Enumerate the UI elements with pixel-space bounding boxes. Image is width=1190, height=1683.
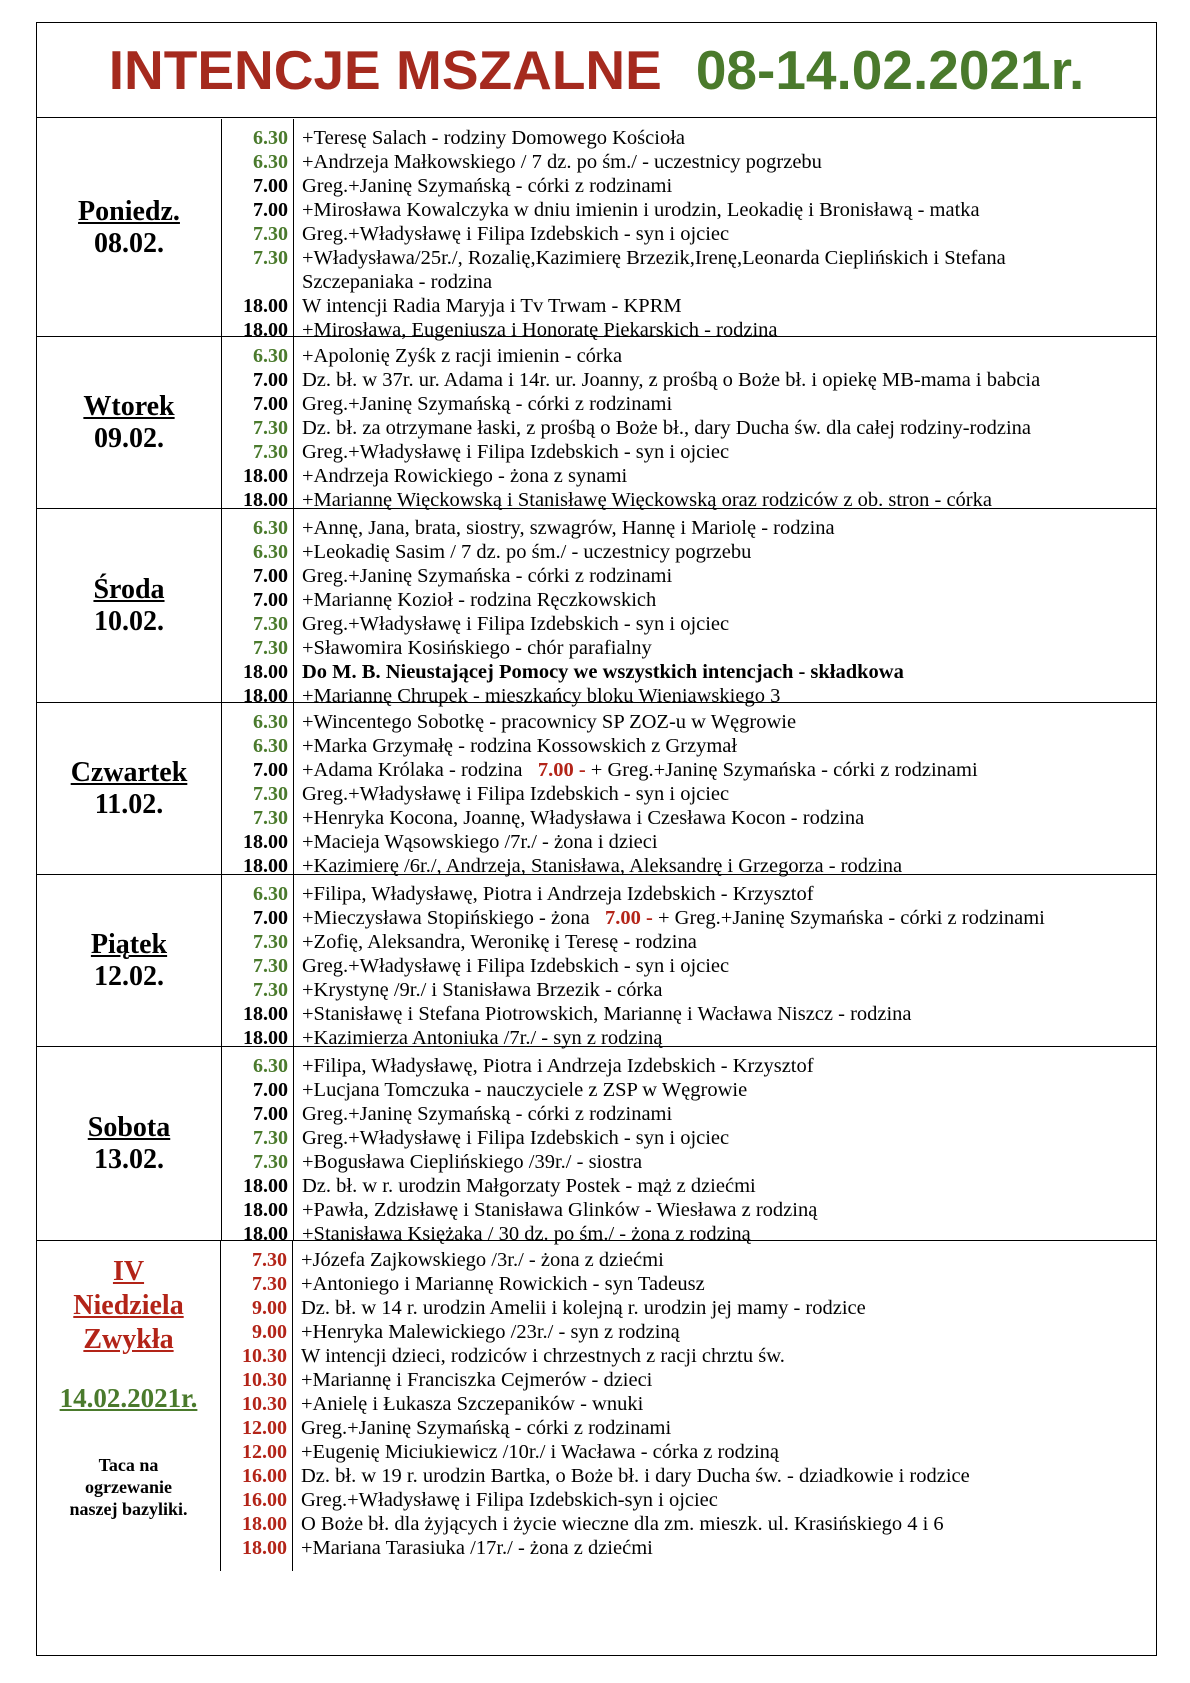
intentions-column (293, 1241, 1156, 1571)
intention-text (302, 344, 1156, 368)
intention-text: Dz. bł. w 14 r. urodzin Amelii i kolejną r. urodzin jej mamy - rodzice (301, 1297, 866, 1319)
intention-text (302, 198, 1156, 222)
intention-main: +Zofię, Aleksandra, Weronikę i Teresę - rodzina (302, 931, 697, 953)
intention-text: +Henryka Malewickiego /23r./ - syn z rodziną (301, 1321, 680, 1343)
intention-text (302, 516, 1156, 540)
intention-text (302, 222, 1156, 246)
mass-time: 18.00 (243, 1199, 288, 1221)
intention-main: Dz. bł. w 37r. ur. Adama i 14r. ur. Joanny, z prośbą o Boże bł. i opiekę MB-mama i babcia (302, 369, 1041, 391)
intention-text (302, 660, 1156, 684)
intention-text: +Anielę i Łukasza Szczepaników - wnuki (301, 1393, 644, 1415)
intention-main: +Mariannę Chrupek - mieszkańcy bloku Wieniawskiego 3 (302, 685, 781, 707)
mass-time: 7.30 (253, 613, 288, 635)
intention-text (302, 1054, 1156, 1078)
inline-time: 7.00 - (605, 907, 653, 929)
intention-main: +Stanisława Księżaka / 30 dz. po śm./ - żona z rodziną (302, 1223, 751, 1245)
inline-time: 7.00 - (537, 759, 586, 781)
intention-main: +Krystynę /9r./ i Stanisława Brzezik - córka (302, 979, 663, 1001)
mass-time: 18.00 (242, 1537, 287, 1559)
day-date: 13.02. (94, 1143, 164, 1175)
intention-main: +Kazimierza Antoniuka /7r./ - syn z rodziną (302, 1027, 663, 1049)
page-title (37, 23, 1156, 118)
mass-time: 7.00 (253, 565, 288, 587)
intention-main: +Andrzeja Małkowskiego / 7 dz. po śm./ - uczestnicy pogrzebu (302, 151, 822, 173)
mass-time: 7.00 (253, 175, 288, 197)
intention-text (302, 710, 1156, 734)
times-column (222, 337, 294, 511)
intention-main: Dz. bł. w r. urodzin Małgorzaty Postek - mąż z dziećmi (302, 1175, 756, 1197)
mass-time: 16.00 (242, 1465, 287, 1487)
mass-time: 6.30 (253, 711, 288, 733)
offering-note-line: naszej bazyliki. (69, 1499, 188, 1519)
intention-text (302, 416, 1156, 440)
day-block (37, 119, 1156, 341)
mass-time: 7.30 (253, 1151, 288, 1173)
mass-time: 18.00 (243, 319, 288, 341)
offering-note-line: Taca na (98, 1455, 159, 1475)
mass-time: 18.00 (242, 1513, 287, 1535)
day-name: Czwartek (70, 756, 188, 788)
intention-text (302, 954, 1156, 978)
sunday-name-line: Niedziela (73, 1290, 184, 1321)
day-label (37, 337, 222, 508)
intention-text (302, 564, 1156, 588)
day-name: Wtorek (83, 390, 175, 422)
intention-text (302, 1126, 1156, 1150)
intention-text (302, 782, 1156, 806)
mass-time: 7.00 (253, 199, 288, 221)
intention-main: Greg.+Władysławę i Filipa Izdebskich - syn i ojciec (302, 783, 730, 805)
mass-time: 18.00 (243, 1003, 288, 1025)
mass-time: 12.00 (242, 1417, 287, 1439)
mass-time: 7.00 (253, 1079, 288, 1101)
intention-text (302, 294, 1156, 318)
intention-text: O Boże bł. dla żyjących i życie wieczne dla zm. mieszk. ul. Krasińskiego 4 i 6 (301, 1513, 944, 1535)
intention-main: +Bogusława Cieplińskiego /39r./ - siostra (302, 1151, 643, 1173)
intention-text (302, 588, 1156, 612)
intention-text (302, 150, 1156, 174)
intention-main: Greg.+Janinę Szymańska - córki z rodzinami (302, 565, 673, 587)
mass-time: 16.00 (242, 1489, 287, 1511)
intention-main: +Macieja Wąsowskiego /7r./ - żona i dzieci (302, 831, 658, 853)
intention-main: +Marka Grzymałę - rodzina Kossowskich z Grzymał (302, 735, 738, 757)
intention-text: +Józefa Zajkowskiego /3r./ - żona z dziećmi (301, 1249, 664, 1271)
mass-time: 7.00 (253, 393, 288, 415)
mass-time: 9.00 (252, 1297, 287, 1319)
mass-time: 6.30 (253, 883, 288, 905)
day-name: Piątek (90, 928, 168, 960)
mass-time: 6.30 (253, 127, 288, 149)
intention-text (302, 540, 1156, 564)
mass-time: 7.30 (253, 783, 288, 805)
day-block (37, 1047, 1156, 1245)
intention-main: +Annę, Jana, brata, siostry, szwagrów, Hannę i Mariolę - rodzina (302, 517, 835, 539)
times-column (222, 875, 294, 1049)
mass-time: 18.00 (243, 855, 288, 877)
intention-main: +Stanisławę i Stefana Piotrowskich, Mariannę i Wacława Niszcz - rodzina (302, 1003, 912, 1025)
intention-main: +Leokadię Sasim / 7 dz. po śm./ - uczestnicy pogrzebu (302, 541, 752, 563)
intention-main: +Lucjana Tomczuka - nauczyciele z ZSP w Węgrowie (302, 1079, 748, 1101)
document-sheet (36, 22, 1157, 1656)
intention-text (302, 612, 1156, 636)
intentions-column (294, 119, 1156, 341)
intention-text (302, 440, 1156, 464)
intention-main: +Sławomira Kosińskiego - chór parafialny (302, 637, 652, 659)
times-column (222, 119, 294, 341)
offering-note (69, 1454, 187, 1520)
day-date: 08.02. (94, 227, 164, 259)
intentions-column (294, 875, 1156, 1049)
day-name: Poniedz. (78, 195, 180, 227)
mass-time: 18.00 (243, 465, 288, 487)
intention-text: W intencji dzieci, rodziców i chrzestnych z racji chrztu św. (301, 1345, 785, 1367)
title-dates: 08-14.02.2021r. (695, 39, 1085, 101)
mass-time: 18.00 (243, 1223, 288, 1245)
mass-time: 7.30 (253, 441, 288, 463)
mass-time: 7.30 (253, 931, 288, 953)
mass-time: 6.30 (253, 151, 288, 173)
mass-time: 9.00 (252, 1321, 287, 1343)
intention-main: Greg.+Władysławę i Filipa Izdebskich - syn i ojciec (302, 441, 730, 463)
intention-text (302, 1198, 1156, 1222)
intentions-column (294, 703, 1156, 877)
intention-text (302, 1174, 1156, 1198)
sunday-name-line: Zwykła (83, 1324, 174, 1355)
intention-main: Greg.+Janinę Szymańską - córki z rodzinami (302, 393, 673, 415)
mass-time: 7.30 (253, 417, 288, 439)
mass-time: 7.00 (253, 589, 288, 611)
intentions-column (294, 509, 1156, 707)
intention-text: Dz. bł. w 19 r. urodzin Bartka, o Boże bł. i dary Ducha św. - dziadkowie i rodzice (301, 1465, 970, 1487)
intention-text (302, 636, 1156, 660)
intention-text: +Eugenię Miciukiewicz /10r./ i Wacława - córka z rodziną (301, 1441, 779, 1463)
intention-main: W intencji Radia Maryja i Tv Trwam - KPRM (302, 295, 682, 317)
intention-main: +Mariannę Kozioł - rodzina Ręczkowskich (302, 589, 657, 611)
intention-text (302, 1002, 1156, 1026)
intention-main: Greg.+Władysławę i Filipa Izdebskich - syn i ojciec (302, 613, 730, 635)
intention-main: +Pawła, Zdzisławę i Stanisława Glinków - Wiesława z rodziną (302, 1199, 818, 1221)
mass-time: 10.30 (242, 1345, 287, 1367)
mass-time: 7.30 (253, 247, 288, 269)
intention-text: Greg.+Władysławę i Filipa Izdebskich-syn i ojciec (301, 1489, 718, 1511)
day-name: Sobota (87, 1111, 171, 1143)
mass-time: 12.00 (242, 1441, 287, 1463)
mass-time: 18.00 (243, 489, 288, 511)
mass-time: 6.30 (253, 541, 288, 563)
mass-time: 18.00 (243, 1175, 288, 1197)
intention-text (302, 392, 1156, 416)
intention-main: +Adama Królaka - rodzina (302, 759, 523, 781)
times-column (221, 1241, 293, 1571)
sunday-label (37, 1241, 221, 1571)
day-date: 11.02. (94, 788, 164, 820)
intention-text (302, 126, 1156, 150)
day-date: 12.02. (94, 960, 164, 992)
intention-main: Greg.+Władysławę i Filipa Izdebskich - syn i ojciec (302, 1127, 730, 1149)
mass-time: 18.00 (243, 295, 288, 317)
times-column (222, 703, 294, 877)
sunday-name-line: IV (112, 1256, 145, 1287)
mass-time: 7.00 (253, 759, 288, 781)
mass-time: 7.00 (253, 369, 288, 391)
day-block (37, 703, 1156, 875)
mass-time: 10.30 (242, 1393, 287, 1415)
intention-main: +Filipa, Władysławę, Piotra i Andrzeja Izdebskich - Krzysztof (302, 883, 814, 905)
mass-time: 7.30 (253, 637, 288, 659)
intention-text (302, 734, 1156, 758)
offering-note-line: ogrzewanie (85, 1477, 172, 1497)
mass-time: 10.30 (242, 1369, 287, 1391)
intention-main: Greg.+Janinę Szymańską - córki z rodzinami (302, 1103, 673, 1125)
intention-text: +Antoniego i Mariannę Rowickich - syn Tadeusz (301, 1273, 705, 1295)
day-label (37, 875, 222, 1046)
intention-main: +Władysława/25r./, Rozalię,Kazimierę Brzezik,Irenę,Leonarda Cieplińskich i Stefana Szczepaniaka - rodzina (302, 247, 1006, 293)
intention-main: +Filipa, Władysławę, Piotra i Andrzeja Izdebskich - Krzysztof (302, 1055, 814, 1077)
intention-text (302, 464, 1156, 488)
mass-time: 7.30 (252, 1273, 287, 1295)
intention-main: +Apolonię Zyśk z racji imienin - córka (302, 345, 623, 367)
title-main: INTENCJE MSZALNE (108, 39, 662, 101)
intention-text (302, 906, 1156, 930)
intention-main: +Kazimierę /6r./, Andrzeja, Stanisława, Aleksandrę i Grzegorza - rodzina (302, 855, 903, 877)
intention-main: +Henryka Kocona, Joannę, Władysława i Czesława Kocon - rodzina (302, 807, 865, 829)
day-block (37, 875, 1156, 1047)
intention-text (302, 1150, 1156, 1174)
intention-text (302, 1078, 1156, 1102)
intention-text (302, 246, 1092, 294)
mass-time: 18.00 (243, 1027, 288, 1049)
mass-time: 18.00 (243, 685, 288, 707)
intention-main: +Mirosława, Eugeniusza i Honoratę Piekarskich - rodzina (302, 319, 778, 341)
intention-main: +Wincentego Sobotkę - pracownicy SP ZOZ-u w Węgrowie (302, 711, 797, 733)
time-spacer (222, 270, 293, 294)
mass-time: 6.30 (253, 735, 288, 757)
intention-text (302, 806, 1156, 830)
mass-time: 7.00 (253, 1103, 288, 1125)
mass-time: 7.30 (252, 1249, 287, 1271)
intention-main: +Mieczysława Stopińskiego - żona (302, 907, 590, 929)
intention-extra: + Greg.+Janinę Szymańska - córki z rodzinami (590, 759, 978, 781)
intention-main: Greg.+Władysławę i Filipa Izdebskich - syn i ojciec (302, 955, 730, 977)
mass-time: 7.30 (253, 223, 288, 245)
intention-text (302, 1102, 1156, 1126)
day-date: 10.02. (94, 605, 164, 637)
intention-main: Greg.+Janinę Szymańską - córki z rodzinami (302, 175, 673, 197)
mass-time: 7.30 (253, 1127, 288, 1149)
intention-text (302, 830, 1156, 854)
intention-main: +Andrzeja Rowickiego - żona z synami (302, 465, 628, 487)
mass-time: 6.30 (253, 345, 288, 367)
mass-time: 7.00 (253, 907, 288, 929)
intentions-column (294, 1047, 1156, 1245)
intention-main: +Mariannę Więckowską i Stanisławę Więckowską oraz rodziców z ob. stron - córka (302, 489, 992, 511)
mass-time: 7.30 (253, 955, 288, 977)
mass-time: 7.30 (253, 807, 288, 829)
mass-time: 18.00 (243, 661, 288, 683)
mass-time: 6.30 (253, 517, 288, 539)
intentions-column (294, 337, 1156, 511)
intention-text (302, 978, 1156, 1002)
intention-text: Greg.+Janinę Szymańską - córki z rodzinami (301, 1417, 672, 1439)
times-column (222, 1047, 294, 1245)
sunday-date: 14.02.2021r. (59, 1383, 198, 1413)
intention-main: +Teresę Salach - rodziny Domowego Kościoła (302, 127, 685, 149)
mass-time: 18.00 (243, 831, 288, 853)
intention-extra: + Greg.+Janinę Szymańska - córki z rodzinami (658, 907, 1045, 929)
intention-text (302, 758, 1156, 782)
day-label (37, 703, 222, 874)
times-column (222, 509, 294, 707)
intention-main: +Mirosława Kowalczyka w dniu imienin i urodzin, Leokadię i Bronisławą - matka (302, 199, 980, 221)
day-date: 09.02. (94, 422, 164, 454)
day-label (37, 1047, 222, 1240)
day-block-sunday (37, 1241, 1156, 1571)
mass-time: 6.30 (253, 1055, 288, 1077)
day-block (37, 509, 1156, 707)
day-name: Środa (93, 573, 165, 605)
day-block (37, 337, 1156, 509)
intention-text (302, 174, 1156, 198)
intention-text (302, 882, 1156, 906)
intention-text (302, 930, 1156, 954)
intention-main: Do M. B. Nieustającej Pomocy we wszystkich intencjach - składkowa (302, 661, 904, 683)
intention-main: Dz. bł. za otrzymane łaski, z prośbą o Boże bł., dary Ducha św. dla całej rodziny-rodzina (302, 417, 1032, 439)
intention-text: +Mariana Tarasiuka /17r./ - żona z dziećmi (301, 1537, 653, 1559)
day-label (37, 509, 222, 702)
mass-time: 7.30 (253, 979, 288, 1001)
intention-text (302, 368, 1156, 392)
days-table (37, 119, 1156, 1655)
intention-main: Greg.+Władysławę i Filipa Izdebskich - syn i ojciec (302, 223, 730, 245)
day-label (37, 119, 222, 336)
intention-text: +Mariannę i Franciszka Cejmerów - dzieci (301, 1369, 653, 1391)
